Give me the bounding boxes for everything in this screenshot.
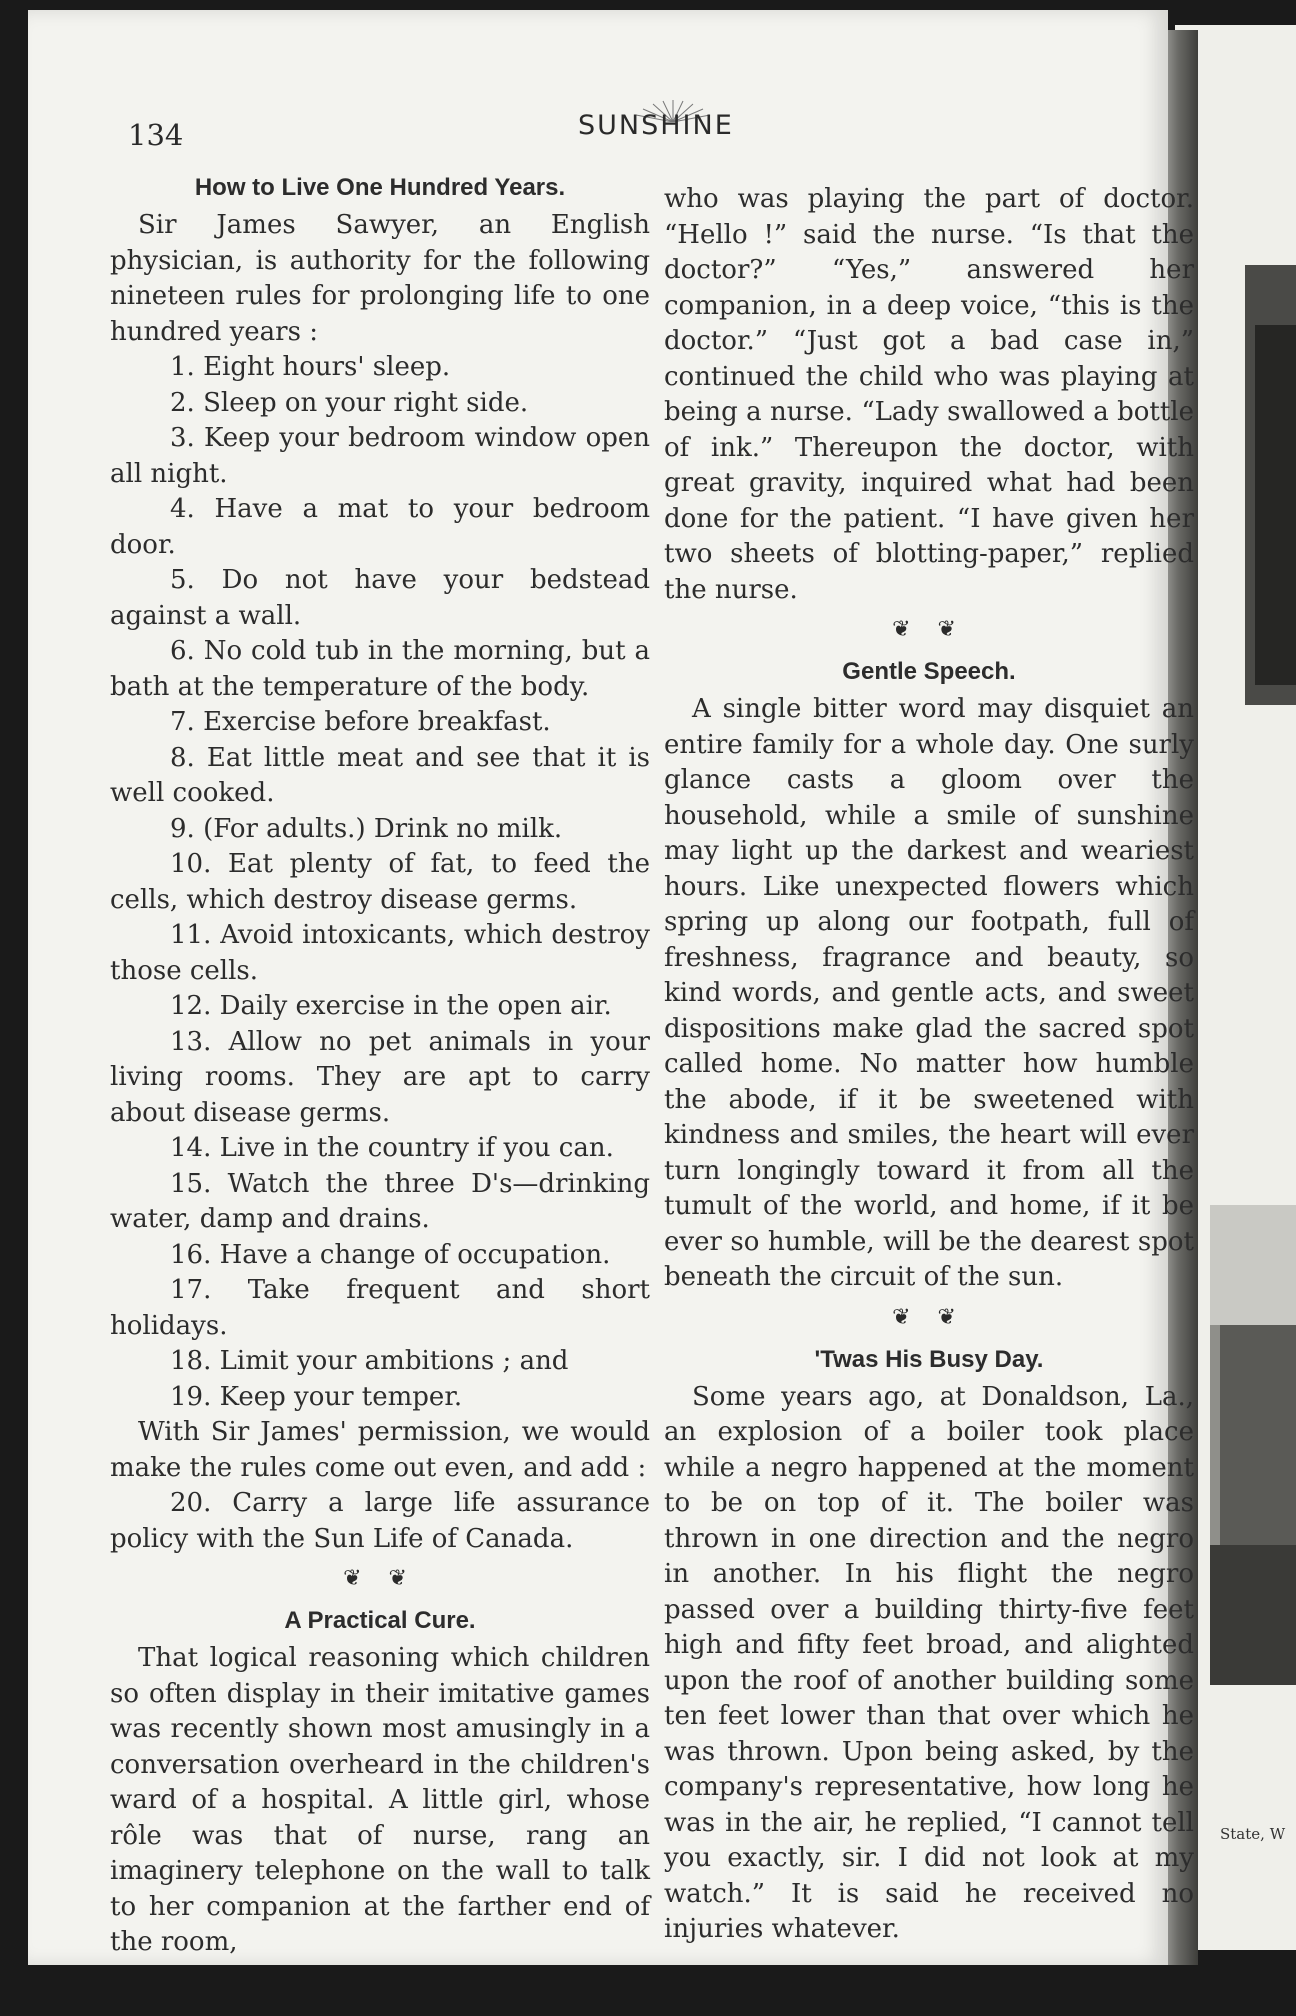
rule-item: 2. Sleep on your right side. (170, 387, 529, 418)
rule-item: 1. Eight hours' sleep. (170, 352, 451, 382)
rule-item: 8. Eat little meat and see that it is well cooked. (110, 742, 650, 808)
rule-item: 10. Eat plenty of fat, to feed the cells, which destroy disease germs. (110, 849, 650, 915)
section-ornament: ❦ ❦ (892, 1304, 966, 1330)
article-body: A single bitter word may disquiet an entire family for a whole day. One surly glance casts a gloom over the household, while a smile of sunshine may light up the darkest and weariest hours. Like unexpected flowers which spring up along our footpath, full of freshness, fragrance and beauty, so kind words, and gentle acts, and sweet dispositions make glad the sacred spot called home. No matter how humble the abode, if it be sweetened with kindness and smiles, the heart will ever turn longingly toward it from all the tumult of the world, and home, if it be ever so humble, will be the dearest spot beneath the circuit of the sun. (664, 694, 1194, 1292)
article-outro: With Sir James' permission, we would make the rules come out even, and add : (110, 1417, 650, 1483)
rule-item: 13. Allow no pet animals in your living rooms. They are apt to carry about disease germs. (110, 1026, 650, 1128)
rule-item: 14. Live in the country if you can. (170, 1133, 614, 1163)
rule-item: 12. Daily exercise in the open air. (170, 991, 612, 1021)
section-ornament: ❦ ❦ (343, 1566, 417, 1591)
rule-item: 9. (For adults.) Drink no milk. (170, 813, 563, 844)
rule-item: 19. Keep your temper. (170, 1381, 463, 1412)
page-number: 134 (128, 118, 184, 152)
section-ornament: ❦ ❦ (892, 617, 966, 642)
rule-item: 3. Keep your bedroom window open all night. (110, 423, 650, 489)
article-body: That logical reasoning which children so often display in their imitative games was recently shown most amusingly in a conversation overheard in the children's ward of a hospital. A little girl, whose rôle was that of nurse, rang an imaginery telephone on the wall to talk to her companion at the farther end of the room, (110, 1643, 650, 1957)
right-column (664, 182, 1194, 1948)
article-intro: Sir James Sawyer, an English physician, is authority for the following nineteen rules for prolonging life to one hundred years : (110, 210, 650, 347)
rule-item: 18. Limit your ambitions ; and (170, 1346, 569, 1376)
article-title: How to Live One Hundred Years. (194, 174, 566, 201)
facing-photo-top (1245, 265, 1296, 705)
rule-item: 16. Have a change of occupation. (170, 1239, 611, 1270)
rule-item: 11. Avoid intoxicants, which destroy those cells. (110, 920, 650, 986)
rule-item: 17. Take frequent and short holidays. (110, 1275, 650, 1341)
rule-item: 5. Do not have your bedstead against a wall. (110, 565, 650, 631)
article-title: A Practical Cure. (284, 1607, 476, 1634)
left-column (110, 168, 650, 1961)
rule-item: 20. Carry a large life assurance policy with the Sun Life of Canada. (110, 1488, 650, 1554)
article-title: Gentle Speech. (842, 658, 1016, 685)
rule-item: 7. Exercise before breakfast. (170, 707, 551, 737)
article-title: 'Twas His Busy Day. (814, 1345, 1044, 1373)
rule-item: 15. Watch the three D's—drinking water, damp and drains. (110, 1168, 650, 1234)
rule-item: 6. No cold tub in the morning, but a bath at the temperature of the body. (110, 636, 650, 702)
rule-item: 4. Have a mat to your bedroom door. (110, 494, 650, 560)
facing-caption: State, W (1220, 1825, 1286, 1843)
book-page (28, 10, 1194, 1965)
masthead-title: SUNSHINE (578, 110, 734, 141)
facing-photo-building (1210, 1205, 1296, 1685)
article-continuation: who was playing the part of doctor. “Hello !” said the nurse. “Is that the doctor?” “Yes,” answered her companion, in a deep voice, “this is the doctor.” “Just got a bad case in,” continued the child who was playing at being a nurse. “Lady swallowed a bottle of ink.” Thereupon the doctor, with great gravity, inquired what had been done for the patient. “I have given her two sheets of blotting-paper,” replied the nurse. (664, 184, 1194, 605)
article-body: Some years ago, at Donaldson, La., an explosion of a boiler took place while a negro happened at the moment to be on top of it. The boiler was thrown in one direction and the negro in another. In his flight the negro passed over a building thirty-five feet high and fifty feet broad, and alighted upon the roof of another building some ten feet lower than that over which he was thrown. Upon being asked, by the company's representative, how long he was in the air, he replied, “I cannot tell you exactly, sir. I did not look at my watch.” It is said he received no injuries whatever. (664, 1381, 1194, 1944)
